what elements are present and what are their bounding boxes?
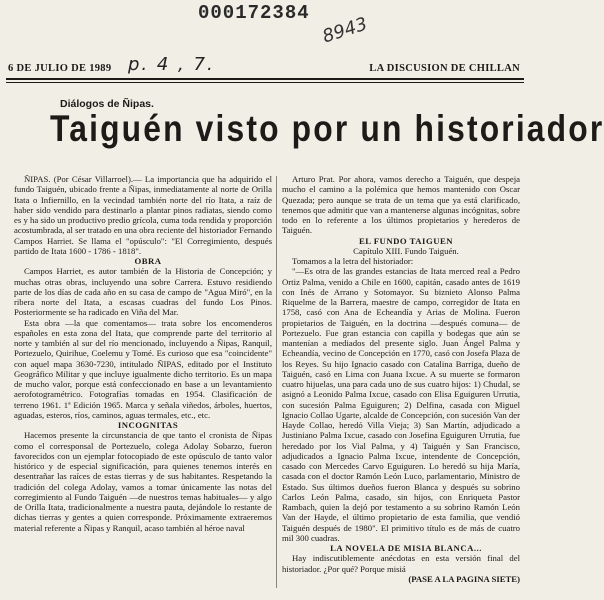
paragraph: Esta obra —la que comentamos— trata sobre los encomenderos españoles en esta zona del Itata, que comprende parte del territorio al norte y también al sur del río mencionado, incluyendo a Ñipas, Ranquil, Portezuelo, Quirihue, Coelemu y Tomé. Es curioso que esa "coincidente" con aquel mapa 3630-7230, intitulado ÑIPAS, editado por el Instituto Geográfico Militar y que incluye igualmente dicho territorio. Es un mapa de mucho valor, porque está confeccionado en base a un levantamiento aerofotogramétrico. Fotografías tomadas en 1954. Clasificación de terreno 1961. 1ª Edición 1965. Marca y señala viñedos, árboles, huertos, aguadas, esteros, ríos, caminos, aguas termales, etc., etc. xyxy=(14,317,272,420)
handwritten-page-note: p. 4 , 7. xyxy=(128,54,215,75)
header-date: 6 DE JULIO DE 1989 xyxy=(8,63,112,74)
article-headline: Taiguén visto por un historiador xyxy=(50,108,604,149)
subheading: LA NOVELA DE MISIA BLANCA... xyxy=(330,543,482,553)
paragraph: Hay indiscutiblemente anécdotas en esta versión final del historiador. ¿Por qué? Porque misiá xyxy=(282,553,520,574)
column-divider xyxy=(276,176,277,588)
subheading: OBRA xyxy=(134,256,162,266)
paragraph: Campos Harriet, es autor también de la Historia de Concepción; y muchas otras obras, incluyendo una sobre Carrera. Estuvo residiendo parte de los días de cada año en su casa de campo de "Agua Miró", en la ribera norte del Itata, a escasas cuadras del fundo Los Pinos. Posteriormente se ha radicado en Viña del Mar. xyxy=(14,266,272,318)
subheading: EL FUNDO TAIGUEN xyxy=(358,235,454,246)
continuation-note: (PASE A LA PAGINA SIETE) xyxy=(408,573,520,584)
article-column-right xyxy=(282,174,520,584)
chapter-line: Capítulo XIII. Fundo Taiguén. xyxy=(353,245,459,256)
archive-stamp-number: 000172384 xyxy=(198,2,310,24)
paragraph: Hacemos presente la circunstancia de que tanto el cronista de Ñipas como el corresponsal de Portezuelo, colega Adolay Sobarzo, fueron favorecidos con un ejemplar fotocopiado de este opúsculo de tanto valor histórico y de especial significación, para quienes tenemos interés en desentrañar las raíces de estas tierras y de sus habitantes. Respetando la tradición del colega Adolay, vamos a tomar únicamente las notas del corregimiento al Fundo Taiguén —de nuestros temas habituales— y algo de Orilla Itata, tradicionalmente a nuestra pauta, dejándole lo restante de dichas tierras y gentes a quien corresponde. Próximamente extraeremos material referente a Ñipas y Ranquil, acaso también al héroe naval xyxy=(14,430,272,533)
header-rule-thin xyxy=(6,82,524,83)
newspaper-name: LA DISCUSION DE CHILLAN xyxy=(369,63,520,74)
article-column-left xyxy=(14,174,272,533)
paragraph: "—Es otra de las grandes estancias de Itata merced real a Pedro Ortiz Palma, venido a Chile en 1600, capitán, casado antes de 1619 con Inés de Arrano y Sotomayor. Su biznieto Alonso Palma Riquelme de la Barrera, maestre de campo, corregidor de Itata en 1758, casó con Ana de Echeandía y Arias de Molina. Fueron propietarios de Taiguén, en la doctrina —después comuna— de Portezuelo. Fue gran estancia con capilla y bodegas que aún se mantenían a mediados del presente siglo. Juan Ángel Palma y Echeandía, vecino de Concepción en 1770, casó con Josefa Plaza de los Reyes. Su hijo Ignacio casado con Catalina Barriga, dueño de Taiguén, casó en Lima con Juana Ixcue. A su muerte se formaron cuatro hijuelas, una para cada uno de sus cuatro hijos: 1) Chudal, se asignó a Leonido Palma Ixcue, casado con Elisa Eguiguren Urrutia, con sucesión Palma Eguiguren; 2) Delfina, casada con Miguel Ignacio Collao Ugarte, alcalde de Concepción, con sucesión Van der Hayde Collao, heredó Villa Vieja; 3) San Martín, adjudicado a Justiniano Palma Ixcue, casado con Josefina Eguiguren Urrutia, fue heredado por los Vial Palma, y 4) Taiguén y San Francisco, adjudicados a Ignacio Palma Ixcue, intendente de Concepción, casado con Mercedes Carvo Eguiguren. Lo heredó su hija María, casada con el doctor Ramón León Luco, parlamentario, Ministro de Estado. Sus últimos dueños fueron Blanca y después su sobrino Carlos León Palma, casado, sin hijos, con Enriqueta Pastor Rambach, quien la dejó por testamento a su sobrino Ramón León Van der Hayde, el último propietario de esta familia, que vendió Taiguén después de 1980". El primitivo título es de más de cuatro mil 300 cuadras. xyxy=(282,266,520,543)
paragraph: ÑIPAS. (Por César Villarroel).— La importancia que ha adquirido el fundo Taiguén, ubicado frente a Ñipas, inmediatamente al norte de Orilla Itata o Infiernillo, en la vecindad también norte del río Itata, a raíz de haber sido vendido para destinarlo a plantar pinos radiatas, siendo como es y ha sido un productivo predio grícola, cuma toda rendida y proporción acostumbrada, al ser tratado en una obra reciente del historiador Fernando Campos Harriet. Se llama el "opúsculo": "El Corregimiento, después partido de Itata 1600 - 1786 - 1818". xyxy=(14,174,272,256)
paragraph: Arturo Prat. Por ahora, vamos derecho a Taiguén, que despeja mucho el camino a la polémica que hemos mantenido con Oscar Quezada; pero aunque se trata de un tema que ya está clarificado, tenemos que admitir que van a mantenerse algunas incógnitas, sobre todo en lo referente a los últimos propietarios y herederos de Taiguén. xyxy=(282,174,520,236)
header-rule xyxy=(6,78,524,80)
handwritten-reference-number: 8943 xyxy=(319,13,370,48)
subheading: INCOGNITAS xyxy=(117,420,179,430)
article-kicker: Diálogos de Ñipas. xyxy=(60,98,154,110)
paragraph: Tomamos a la letra del historiador: xyxy=(292,256,414,266)
